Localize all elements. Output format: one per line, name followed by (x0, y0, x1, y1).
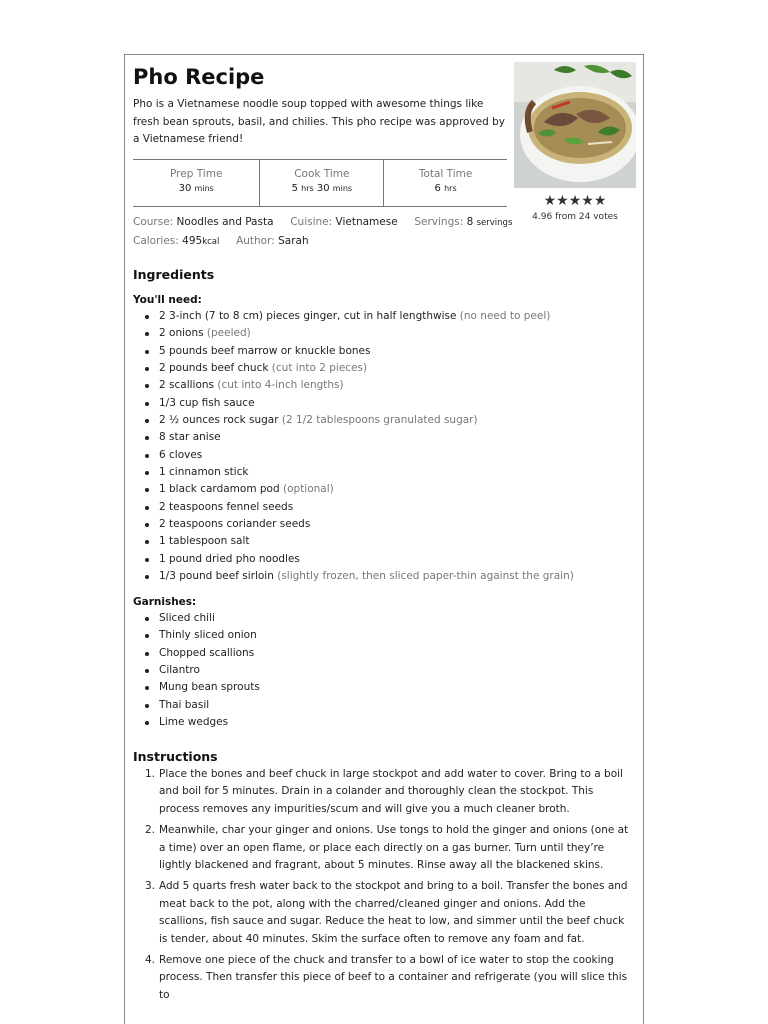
course-value: Noodles and Pasta (176, 216, 274, 228)
author-label: Author: (236, 235, 275, 247)
instruction-list (133, 766, 633, 1008)
rating-count: 24 (578, 212, 591, 222)
pho-bowl-photo (514, 62, 636, 188)
cuisine-label: Cuisine: (290, 216, 333, 228)
step-text: Remove one piece of the chuck and transfer to a bowl of ice water to stop the cooking process. Then transfer this piece of beef to a container and refrigerate (you will slice this to (159, 954, 628, 1001)
instruction-step (133, 878, 633, 948)
cook-time-minutes-unit: mins (332, 184, 353, 193)
total-time-number: 6 (434, 183, 441, 194)
times-table (133, 159, 507, 207)
instruction-step (133, 766, 633, 818)
ingredient-note: (no need to peel) (459, 310, 551, 322)
recipe-title: Pho Recipe (133, 65, 265, 89)
garnishes-heading: Garnishes: (133, 596, 197, 608)
total-time (383, 160, 507, 206)
ingredient-item (133, 464, 638, 481)
ingredient-list (133, 308, 638, 586)
ingredient-item (133, 481, 638, 498)
recipe-card (124, 54, 644, 1024)
ingredient-item (133, 568, 638, 585)
ingredient-note: (2 1/2 tablespoons granulated sugar) (281, 414, 478, 427)
ingredient-text: 1 black cardamom pod (159, 483, 280, 496)
ingredient-item (133, 343, 638, 360)
rating-from-word: from (555, 212, 577, 222)
prep-time (133, 160, 259, 206)
ingredient-item (133, 308, 638, 325)
garnish-item: Cilantro (133, 662, 638, 679)
ingredient-item (133, 499, 638, 516)
ingredient-item (133, 429, 638, 446)
meta-row-1 (133, 213, 633, 232)
total-time-unit: hrs (444, 184, 457, 193)
servings-value[interactable]: 8 (466, 216, 474, 228)
ingredient-text: 6 cloves (159, 448, 203, 461)
author-value: Sarah (278, 235, 309, 247)
ingredient-text: 2 onions (159, 327, 204, 340)
cook-time-label: Cook Time (294, 168, 350, 180)
ingredient-text: 2 teaspoons fennel seeds (159, 500, 294, 513)
garnish-list (133, 610, 638, 731)
step-number: 4. (145, 954, 156, 967)
instruction-step (133, 822, 633, 874)
servings-unit: servings (476, 218, 513, 228)
ingredient-note: (cut into 2 pieces) (271, 362, 368, 375)
instruction-step (133, 952, 633, 1004)
prep-time-label: Prep Time (170, 168, 223, 180)
calories-unit: kcal (202, 237, 220, 247)
ingredient-item (133, 325, 638, 342)
ingredient-text: 2 ½ ounces rock sugar (159, 414, 279, 427)
garnish-item: Mung bean sprouts (133, 679, 638, 696)
step-number: 1. (145, 768, 156, 780)
step-text: Meanwhile, char your ginger and onions. Use tongs to hold the ginger and onions (one at a time) over an open flame, or place each directly on a gas burner. Turn until they’re lightly blackened and fragrant, about 5 minutes. Rinse away all the blackened skins. (159, 824, 629, 872)
prep-time-number: 30 (178, 183, 192, 194)
meta-row-2 (133, 232, 633, 251)
course-label: Course: (133, 216, 174, 228)
ingredient-item (133, 395, 638, 412)
ingredient-item (133, 412, 638, 429)
ingredient-text: 8 star anise (159, 431, 221, 444)
ingredient-text: 1 cinnamon stick (159, 466, 249, 479)
ingredient-item (133, 360, 638, 377)
garnish-item: Thinly sliced onion (133, 627, 638, 644)
instructions-heading: Instructions (133, 749, 218, 764)
step-text: Add 5 quarts fresh water back to the stockpot and bring to a boil. Transfer the bones and meat back to the pot, along with the charred/cleaned ginger and onions. Add the scallions, fish sauce and sugar. Reduce the heat to low, and simmer until the beef chuck is tender, about 40 minutes. Skim the surface often to remove any foam and fat. (159, 880, 628, 945)
ingredient-text: 1/3 cup fish sauce (159, 396, 255, 409)
garnish-item: Lime wedges (133, 714, 638, 731)
step-number: 2. (145, 824, 156, 837)
youll-need-heading: You'll need: (133, 294, 202, 306)
recipe-meta (133, 213, 633, 251)
garnish-item: Sliced chili (133, 610, 638, 627)
cook-time-minutes: 30 (316, 183, 330, 194)
step-text: Place the bones and beef chuck in large stockpot and add water to cover. Bring to a boil and boil for 5 minutes. Drain in a colander and thoroughly clean the stockpot. This process removes any impurities/scum and will give you a much cleaner broth. (159, 768, 623, 815)
ingredient-note: (cut into 4-inch lengths) (217, 379, 344, 392)
rating-votes-word: votes (593, 212, 618, 222)
ingredient-note: (peeled) (206, 327, 251, 340)
calories-label: Calories: (133, 235, 179, 247)
ingredient-item (133, 533, 638, 550)
ingredient-text: 2 pounds beef chuck (159, 362, 269, 375)
ingredient-item (133, 551, 638, 568)
cook-time-hours-unit: hrs (301, 184, 314, 193)
calories-value: 495 (182, 235, 203, 247)
cook-time (259, 160, 383, 206)
garnish-item: Chopped scallions (133, 645, 638, 662)
servings-label: Servings: (414, 216, 464, 228)
ingredient-item (133, 516, 638, 533)
cook-time-value (260, 183, 383, 194)
ingredients-heading: Ingredients (133, 267, 215, 282)
ingredient-text: 1/3 pound beef sirloin (159, 570, 274, 583)
ingredient-text: 2 3-inch (7 to 8 cm) pieces ginger, cut in half lengthwise (159, 310, 457, 322)
ingredient-text: 1 tablespoon salt (159, 535, 250, 548)
ingredient-text: 2 teaspoons coriander seeds (159, 518, 311, 531)
cook-time-hours: 5 (291, 183, 298, 194)
recipe-summary: Pho is a Vietnamese noodle soup topped with awesome things like fresh bean sprouts, basil, and chilies. This pho recipe was approved by a Vietnamese friend! (133, 98, 506, 145)
cuisine-value: Vietnamese (335, 216, 398, 228)
ingredient-text: 2 scallions (159, 379, 214, 392)
rating-value: 4.96 (532, 212, 553, 222)
ingredient-note: (optional) (282, 483, 334, 496)
step-number: 3. (145, 880, 156, 893)
prep-time-unit: mins (194, 184, 214, 193)
garnish-item: Thai basil (133, 697, 638, 714)
prep-time-value (133, 183, 259, 194)
ingredient-note: (slightly frozen, then sliced paper-thin against the grain) (277, 570, 574, 583)
ingredient-item (133, 377, 638, 394)
ingredient-text: 5 pounds beef marrow or knuckle bones (159, 344, 371, 357)
total-time-value (384, 183, 507, 194)
ingredient-text: 1 pound dried pho noodles (159, 552, 300, 565)
star-rating-icon[interactable]: ★★★★★ (543, 193, 607, 209)
ingredient-item (133, 447, 638, 464)
total-time-label: Total Time (418, 168, 473, 180)
